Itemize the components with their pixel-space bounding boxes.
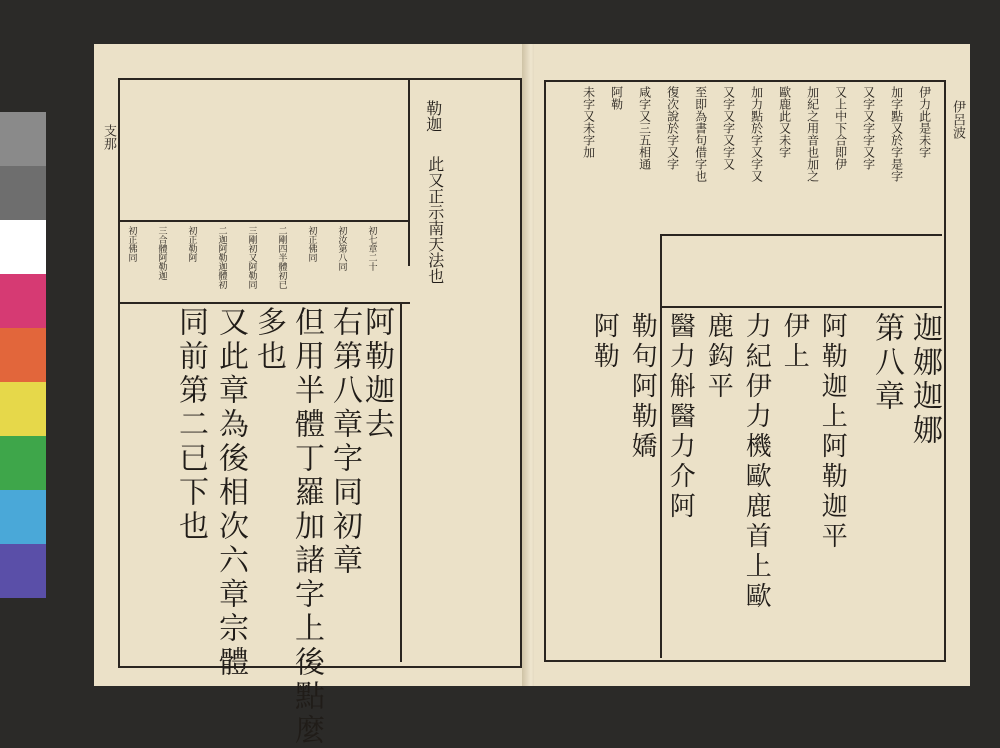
chapter-column: 鹿鈎平 [703,312,734,402]
body-column-3: 但用半體丁羅加諸字上後點麼 [289,306,324,748]
table-header-cell: 初汝第八同 [336,226,347,271]
text-column: 伊力此是未字 [917,86,932,158]
text-column: 未字又未字加 [581,86,596,158]
left-body-rule [400,302,402,662]
note-text: 此又正示南天法也 [425,156,445,284]
color-calibration-bar [0,112,46,602]
table-header-cell: 初正佛同 [126,226,137,262]
chapter-heading: 迦娜迦娜 [907,312,942,448]
table-header-cell: 初正勒阿 [186,226,197,262]
table-header-cell: 三剛初又阿勒同 [246,226,257,289]
body-column-6: 同前第二已下也 [173,306,208,544]
color-swatch [0,328,46,382]
text-column: 至即為書句借字也 [693,86,708,182]
body-column-1: 阿勒迦去 [359,306,394,442]
body-column-4: 多也 [251,306,286,374]
text-column: 歐鹿此又未字 [777,86,792,158]
table-bottom-rule [118,302,410,304]
table-header-cell: 初正佛同 [306,226,317,262]
left-page [94,44,528,748]
chapter-column: 伊上 [779,312,810,372]
text-column: 又上中下合即伊 [833,86,848,170]
chapter-box-rule [662,306,942,308]
open-book [94,44,970,748]
text-column: 加字點又於字是字 [889,86,904,182]
table-top-rule [118,220,410,222]
side-label: 伊呂波 [950,100,965,139]
chapter-column: 醫力斛醫力介阿 [665,312,696,522]
chapter-column: 阿勒 [589,312,620,372]
text-column: 復次說於字又字 [665,86,680,170]
color-swatch [0,274,46,328]
margin-label: 支那 [101,124,116,150]
color-swatch [0,544,46,598]
text-column: 咸字又三五相通 [637,86,652,170]
text-column: 加力點於字又字又 [749,86,764,182]
note-heading: 勒迦 [423,100,443,132]
chapter-column: 阿勒迦上阿勒迦平 [817,312,848,552]
chapter-title: 第八章 [869,312,904,414]
color-swatch [0,382,46,436]
text-column: 又字又字又字又 [721,86,736,170]
color-swatch [0,490,46,544]
chapter-column: 力紀伊力機歐鹿首上歐 [741,312,772,612]
text-column: 阿勒 [609,86,624,110]
body-column-5: 又此章為後相次六章宗體 [213,306,248,680]
table-header-cell: 二剛四半體初已 [276,226,287,289]
color-swatch [0,220,46,274]
right-page [534,44,970,686]
table-header-cell: 三合體阿勒迦 [156,226,167,280]
chapter-box-left [660,234,662,658]
chapter-column: 勒句阿勒嬌 [627,312,658,462]
left-column-rule [408,78,410,266]
table-header-cell: 初七章二十 [366,226,377,271]
body-column-2: 右第八章字同初章 [327,306,362,578]
table-header-cell: 二迦阿勒迦體初 [216,226,227,289]
text-column: 又字又字字又字 [861,86,876,170]
color-swatch [0,112,46,166]
color-swatch [0,166,46,220]
text-column: 加紀之用音也加之 [805,86,820,182]
color-swatch [0,436,46,490]
